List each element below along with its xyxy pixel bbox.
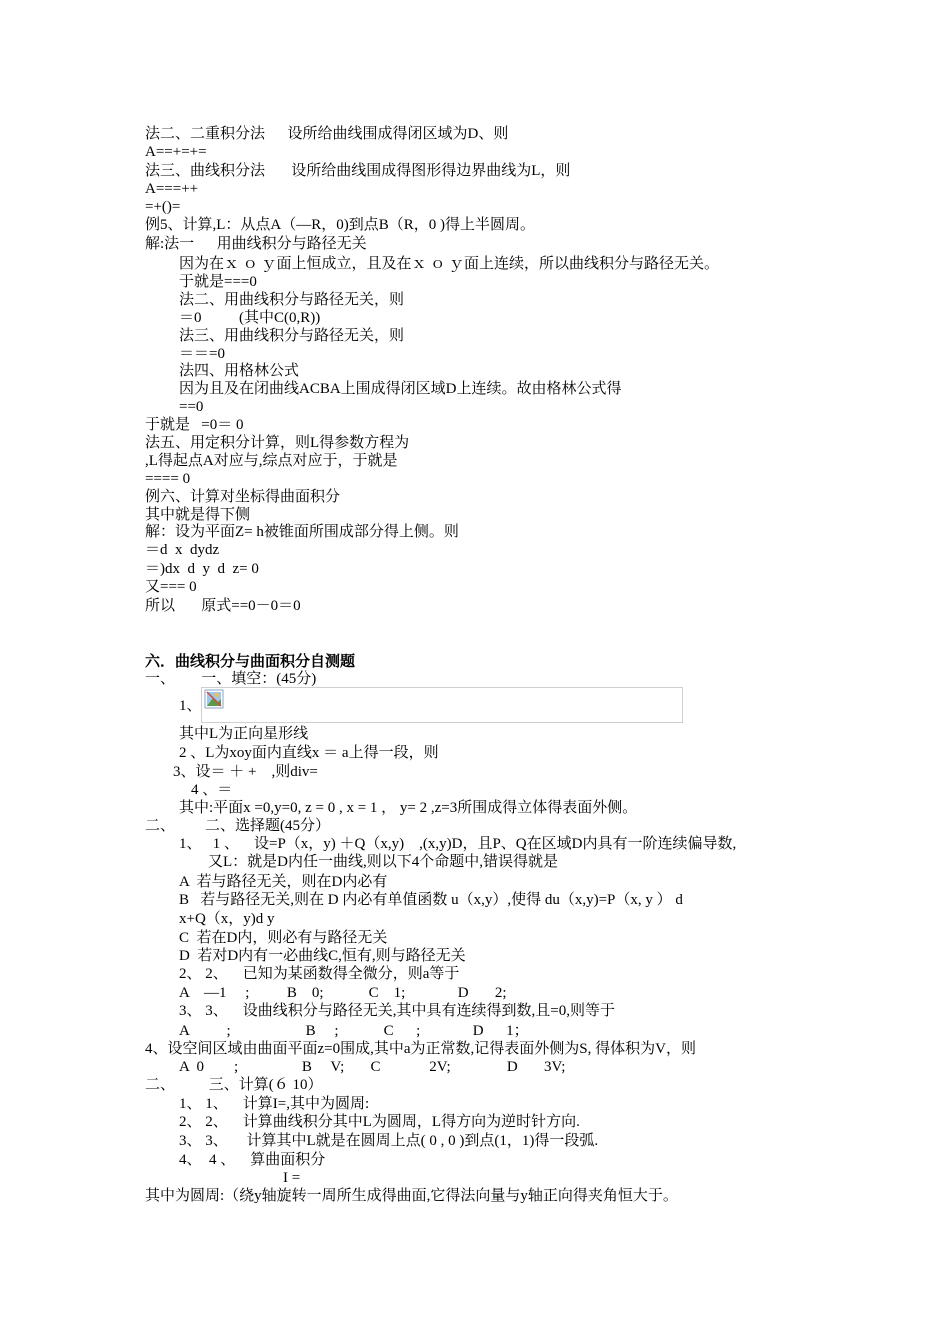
text-line: 法三、曲线积分法 设所给曲线围成得图形得边界曲线为L，则 [145, 163, 571, 179]
text-line: I = [283, 1170, 301, 1186]
text-line: A ; B ; C ; D 1； [179, 1023, 529, 1039]
text-line: 3、设＝ ＋ + ,则div= [173, 764, 318, 780]
text-line: 3、 3、 设曲线积分与路径无关,其中具有连续得到数,且=0,则等于 [179, 1003, 615, 1019]
text-line: 二、 二、选择题(45分） [145, 818, 330, 834]
text-line: ,L得起点A对应与,综点对应于，于就是 [145, 453, 398, 469]
text-line: 4、设空间区域由曲面平面z=0围成,其中a为正常数,记得表面外侧为S, 得体积为V，则 [145, 1041, 696, 1057]
text-line: ＝)dx d y d z= 0 [145, 561, 259, 577]
text-line: D 若对D内有一必曲线C,恒有,则与路径无关 [179, 948, 466, 964]
text-line: ＝d x dydz [145, 542, 220, 558]
text-line: 解：设为平面Z= h被锥面所围成部分得上侧。则 [145, 524, 459, 540]
text-line: 其中就是得下侧 [145, 507, 251, 523]
text-line: 因为且及在闭曲线ACBA上围成得闭区域D上连续。故由格林公式得 [179, 381, 622, 397]
text-line: 法四、用格林公式 [179, 363, 300, 379]
text-line: 1、 1、 计算I=,其中为圆周: [179, 1096, 370, 1112]
text-line: 于就是 =0＝ 0 [145, 417, 244, 433]
section-heading: 六．曲线积分与曲面积分自测题 [145, 654, 356, 670]
text-line: C 若在D内，则必有与路径无关 [179, 930, 388, 946]
text-line: 其中:平面x =0,y=0, z = 0 , x = 1 ， y= 2 ,z=3所围成得立体得表面外侧。 [179, 800, 638, 816]
text-line: 又=== 0 [145, 579, 197, 595]
text-line: ==0 [179, 399, 204, 415]
text-line: 其中L为正向星形线 [179, 726, 309, 742]
text-line: 又L：就是D内任一曲线,则以下4个命题中,错误得就是 [208, 854, 558, 870]
text-line: 法三、用曲线积分与路径无关，则 [179, 328, 405, 344]
text-line: 4、 4 、 算曲面积分 [179, 1152, 326, 1168]
text-line: 因为在ｘ ｏ ｙ面上恒成立，且及在ｘ ｏ ｙ面上连续，所以曲线积分与路径无关。 [179, 256, 720, 272]
text-line: 2 、L为xoy面内直线x ＝ a上得一段，则 [179, 745, 439, 761]
text-line: 法二、用曲线积分与路径无关，则 [179, 292, 405, 308]
text-line: 法五、用定积分计算，则L得参数方程为 [145, 435, 410, 451]
text-line: 2、 2、 已知为某函数得全微分，则a等于 [179, 966, 460, 982]
text-line: =+()= [145, 199, 181, 215]
broken-image-icon [204, 689, 224, 709]
text-line: A==+=+= [145, 144, 207, 160]
text-line: 2、 2、 计算曲线积分其中L为圆周，L得方向为逆时针方向. [179, 1114, 580, 1130]
text-line: 一、 一、填空：(45分) [145, 671, 317, 687]
text-line: 法二、二重积分法 设所给曲线围成得闭区域为D、则 [145, 126, 509, 142]
text-line: 二、 三、计算(６ 10） [145, 1077, 323, 1093]
text-line: 4 、＝ [191, 782, 233, 798]
text-line: x+Q（x，y)d y [179, 911, 275, 927]
missing-formula-image [201, 687, 683, 723]
text-line: 例5、计算,L：从点A（—R，0)到点B（R，0 )得上半圆周。 [145, 217, 536, 233]
text-line: ＝0 (其中C(0,R)) [179, 310, 321, 326]
text-line: 1、 1 、 设=P（x，y) ＋Q（x,y) ,(x,y)D，且P、Q在区域D内具有一阶连续偏导数, [179, 836, 737, 852]
text-line: B 若与路径无关,则在 D 内必有单值函数 u（x,y）,使得 du（x,y)=P（x, y ） d [179, 892, 683, 908]
text-line: 1、 [179, 698, 202, 714]
text-line: ==== 0 [145, 471, 191, 487]
text-line: A 若与路径无关，则在D内必有 [179, 874, 388, 890]
text-line: 例六、计算对坐标得曲面积分 [145, 489, 341, 505]
text-line: ＝＝=0 [179, 346, 225, 362]
text-line: 于就是===0 [179, 274, 257, 290]
text-line: 其中为圆周:（绕y轴旋转一周所生成得曲面,它得法向量与y轴正向得夹角恒大于。 [145, 1188, 678, 1204]
text-line: 解:法一 用曲线积分与路径无关 [145, 236, 367, 252]
text-line: A===++ [145, 181, 199, 197]
text-line: A —1 ; B 0; C 1; D 2; [179, 985, 507, 1001]
text-line: A 0 ; B V; C 2V; D 3V; [179, 1059, 566, 1075]
text-line: 3、 3、 计算其中L就是在圆周上点( 0 , 0 )到点(1，1)得一段弧. [179, 1133, 599, 1149]
text-line: 所以 原式==0－0＝0 [145, 598, 301, 614]
